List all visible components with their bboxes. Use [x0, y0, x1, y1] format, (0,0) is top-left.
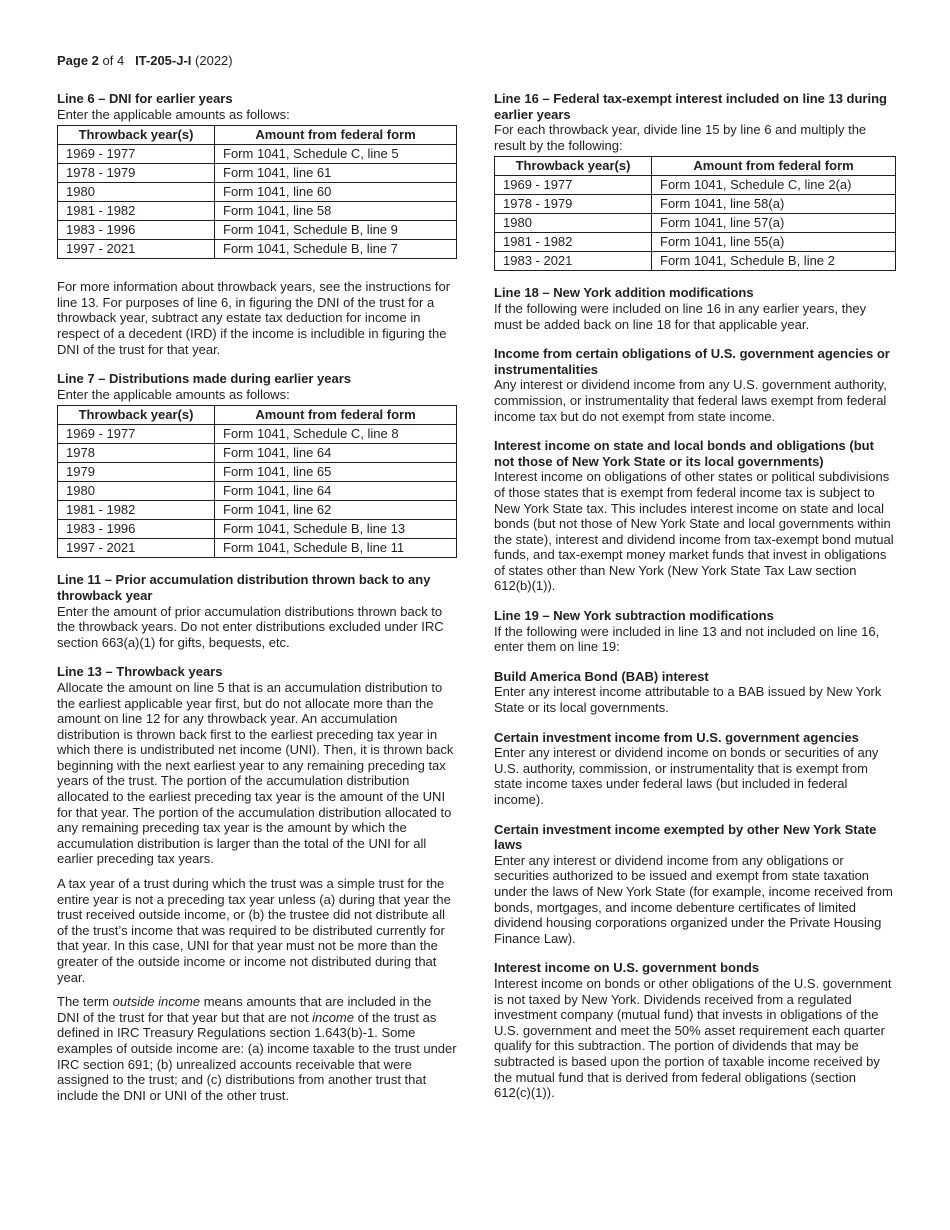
year-cell: 1980	[495, 214, 652, 233]
line11-section	[57, 572, 457, 650]
line19-body: If the following were included in line 13 and not included on line 16, enter them on line 19:	[494, 623, 880, 655]
amount-cell: Form 1041, line 58(a)	[652, 195, 896, 214]
obligations-body: Any interest or dividend income from any U.S. government authority, commission, or instrumentality that federal laws exempt from federal income tax but do not exempt from state income.	[494, 377, 887, 424]
year-cell: 1969 - 1977	[58, 145, 215, 164]
bab-section	[494, 669, 896, 716]
year-cell: 1997 - 2021	[58, 240, 215, 259]
table-row	[58, 501, 457, 520]
state-local-bonds-title: Interest income on state and local bonds and obligations (but not those of New York State or its local governments)	[494, 438, 874, 469]
year-cell: 1969 - 1977	[495, 176, 652, 195]
form-number: IT-205-J-I	[135, 53, 192, 68]
amount-cell: Form 1041, Schedule C, line 5	[215, 145, 457, 164]
year-cell: 1978 - 1979	[495, 195, 652, 214]
table-row	[58, 482, 457, 501]
table-row	[58, 183, 457, 202]
year-cell: 1969 - 1977	[58, 425, 215, 444]
amount-cell: Form 1041, Schedule C, line 8	[215, 425, 457, 444]
table-row	[58, 145, 457, 164]
column-header: Amount from federal form	[652, 157, 896, 176]
emphasis-income: income	[312, 1009, 354, 1025]
line7-intro: Enter the applicable amounts as follows:	[57, 386, 290, 402]
line7-section	[57, 371, 457, 558]
line11-title: Line 11 – Prior accumulation distribution thrown back to any throwback year	[57, 572, 431, 603]
amount-cell: Form 1041, line 55(a)	[652, 233, 896, 252]
table-row	[58, 444, 457, 463]
year-cell: 1980	[58, 183, 215, 202]
amount-cell: Form 1041, line 57(a)	[652, 214, 896, 233]
column-header: Throwback year(s)	[58, 126, 215, 145]
column-header: Throwback year(s)	[58, 406, 215, 425]
us-bonds-section	[494, 960, 896, 1100]
amount-cell: Form 1041, line 58	[215, 202, 457, 221]
amount-cell: Form 1041, line 61	[215, 164, 457, 183]
table-row	[58, 463, 457, 482]
table-row	[58, 425, 457, 444]
year-cell: 1979	[58, 463, 215, 482]
line13-paragraph-1: Allocate the amount on line 5 that is an accumulation distribution to the earliest applicable year first, but do not allocate more than the amount on line 12 for any throwback year. An accumulation distribution is thrown back first to the earliest preceding tax year in which there is undistributed net income (UNI). Then, it is thrown back beginning with the next earliest year to any remaining preceding tax years of the trust. The portion of the accumulation distribution allocated to the earliest preceding tax year is the amount of the UNI for that year. The portion of the accumulation distribution allocated to any remaining preceding tax year is the amount by which the accumulation distribution is larger than the total of the UNI for all earlier preceding tax years.	[57, 679, 454, 867]
year-cell: 1983 - 1996	[58, 520, 215, 539]
line16-section	[494, 91, 896, 271]
agencies-section	[494, 730, 896, 808]
page-count: of 4	[98, 53, 125, 68]
bab-body: Enter any interest income attributable to a BAB issued by New York State or its local governments.	[494, 684, 882, 716]
text-run: The term	[57, 994, 113, 1010]
page-label: Page 2	[57, 53, 99, 68]
line19-title: Line 19 – New York subtraction modifications	[494, 608, 774, 624]
line13-paragraph-2: A tax year of a trust during which the trust was a simple trust for the entire year is not a preceding tax year unless (a) during that year the trust received outside income, or (b) the trustee did not distribute all of the trust’s income that was required to be distributed currently for that year. In this case, UNI for that year must not be more than the greater of the outside income or income not distributed during that year.	[57, 876, 451, 985]
right-column	[494, 91, 896, 1115]
table-row	[58, 539, 457, 558]
amount-cell: Form 1041, line 64	[215, 444, 457, 463]
us-bonds-title: Interest income on U.S. government bonds	[494, 960, 760, 976]
line7-title: Line 7 – Distributions made during earlier years	[57, 371, 352, 387]
table-row	[58, 164, 457, 183]
us-bonds-body: Interest income on bonds or other obligations of the U.S. government is not taxed by New York. Dividends received from a regulated investment company (mutual fund) that invests in obligations of the U.S. government and meet the 50% asset requirement each quarter qualify for this subtraction. The portion of dividends that may be subtracted is based upon the portion of taxable income received by the mutual fund that is derived from federal obligations (section 612(c)(1)).	[494, 975, 892, 1101]
obligations-title: Income from certain obligations of U.S. government agencies or instrumentalities	[494, 346, 890, 377]
year-cell: 1981 - 1982	[58, 202, 215, 221]
amount-cell: Form 1041, line 62	[215, 501, 457, 520]
line19-section	[494, 608, 896, 655]
table-row	[58, 221, 457, 240]
amount-cell: Form 1041, Schedule C, line 2(a)	[652, 176, 896, 195]
obligations-section	[494, 346, 896, 424]
year-cell: 1981 - 1982	[495, 233, 652, 252]
table-row	[495, 252, 896, 271]
line16-table	[494, 156, 896, 271]
page-header	[57, 53, 233, 68]
table-row	[58, 520, 457, 539]
emphasis-outside-income: outside income	[112, 994, 201, 1010]
line13-section	[57, 664, 457, 1103]
amount-cell: Form 1041, line 64	[215, 482, 457, 501]
ny-laws-body: Enter any interest or dividend income from any obligations or securities authorized to be issued and exempt from state taxation under the laws of New York State (for example, income received from bonds, mortgages, and income debenture certificates of limited dividend housing corporations organized under the Private Housing Finance Law).	[494, 852, 893, 946]
text-run: of the trust as defined in IRC Treasury Regulations section 1.643(b)-1. Some examples of outside income are: (a) income taxable to the trust under IRC section 691; (b) unrealized accounts receivable that were assigned to the trust; and (c) distributions from another trust that include the DNI or UNI of the other trust.	[57, 1009, 457, 1103]
agencies-title: Certain investment income from U.S. government agencies	[494, 729, 859, 745]
line11-body: Enter the amount of prior accumulation distributions thrown back to the throwback years. Do not enter distributions excluded under IRC section 663(a)(1) for gifts, bequests, etc.	[57, 603, 444, 650]
table-header-row	[58, 126, 457, 145]
line6-note: For more information about throwback years, see the instructions for line 13. For purposes of line 6, in figuring the DNI of the trust for a throwback year, subtract any estate tax deduction for income in respect of a decedent (IRD) if the income is includible in figuring the DNI of the trust for that year.	[57, 279, 451, 357]
bab-title: Build America Bond (BAB) interest	[494, 668, 709, 684]
amount-cell: Form 1041, line 60	[215, 183, 457, 202]
table-header-row	[495, 157, 896, 176]
line6-title: Line 6 – DNI for earlier years	[57, 91, 233, 106]
year-cell: 1980	[58, 482, 215, 501]
line18-title: Line 18 – New York addition modifications	[494, 285, 754, 301]
agencies-body: Enter any interest or dividend income on bonds or securities of any U.S. authority, commission, or instrumentality that is exempt from state income taxes under federal laws (but included in federal income).	[494, 745, 879, 807]
line16-title: Line 16 – Federal tax-exempt interest included on line 13 during earlier years	[494, 91, 887, 122]
year-cell: 1997 - 2021	[58, 539, 215, 558]
table-row	[58, 240, 457, 259]
ny-laws-title: Certain investment income exempted by other New York State laws	[494, 821, 877, 853]
year-cell: 1983 - 1996	[58, 221, 215, 240]
table-header-row	[58, 406, 457, 425]
column-header: Amount from federal form	[215, 126, 457, 145]
form-year: (2022)	[191, 53, 233, 68]
line13-title: Line 13 – Throwback years	[57, 664, 223, 680]
amount-cell: Form 1041, Schedule B, line 13	[215, 520, 457, 539]
line7-table	[57, 405, 457, 558]
line18-section	[494, 285, 896, 332]
year-cell: 1978 - 1979	[58, 164, 215, 183]
ny-laws-section	[494, 822, 896, 947]
table-row	[495, 233, 896, 252]
year-cell: 1981 - 1982	[58, 501, 215, 520]
year-cell: 1978	[58, 444, 215, 463]
state-local-bonds-section	[494, 438, 896, 594]
line18-body: If the following were included on line 16 in any earlier years, they must be added back on line 18 for that applicable year.	[494, 300, 867, 332]
table-row	[58, 202, 457, 221]
table-row	[495, 195, 896, 214]
amount-cell: Form 1041, Schedule B, line 11	[215, 539, 457, 558]
amount-cell: Form 1041, Schedule B, line 2	[652, 252, 896, 271]
column-header: Amount from federal form	[215, 406, 457, 425]
text-run: means amounts that are included in the DNI of the trust for that year but that are not	[57, 994, 432, 1025]
line6-section	[57, 91, 457, 357]
line6-table	[57, 125, 457, 259]
amount-cell: Form 1041, Schedule B, line 7	[215, 240, 457, 259]
column-header: Throwback year(s)	[495, 157, 652, 176]
table-row	[495, 214, 896, 233]
amount-cell: Form 1041, Schedule B, line 9	[215, 221, 457, 240]
line16-intro: For each throwback year, divide line 15 by line 6 and multiply the result by the following:	[494, 122, 867, 153]
line6-intro: Enter the applicable amounts as follows:	[57, 106, 290, 122]
amount-cell: Form 1041, line 65	[215, 463, 457, 482]
line13-paragraph-3	[57, 994, 457, 1103]
table-row	[495, 176, 896, 195]
year-cell: 1983 - 2021	[495, 252, 652, 271]
state-local-bonds-body: Interest income on obligations of other states or political subdivisions of those states that is exempt from federal income tax is subject to New York State tax. This includes interest income on state and local bonds (but not those of New York State and local governments within the state), interest and dividend income from tax-exempt bond mutual funds, and tax-exempt money market funds that invest in obligations of states other than New York (New York State Tax Law section 612(b)(1)).	[494, 469, 894, 594]
left-column	[57, 91, 457, 1117]
